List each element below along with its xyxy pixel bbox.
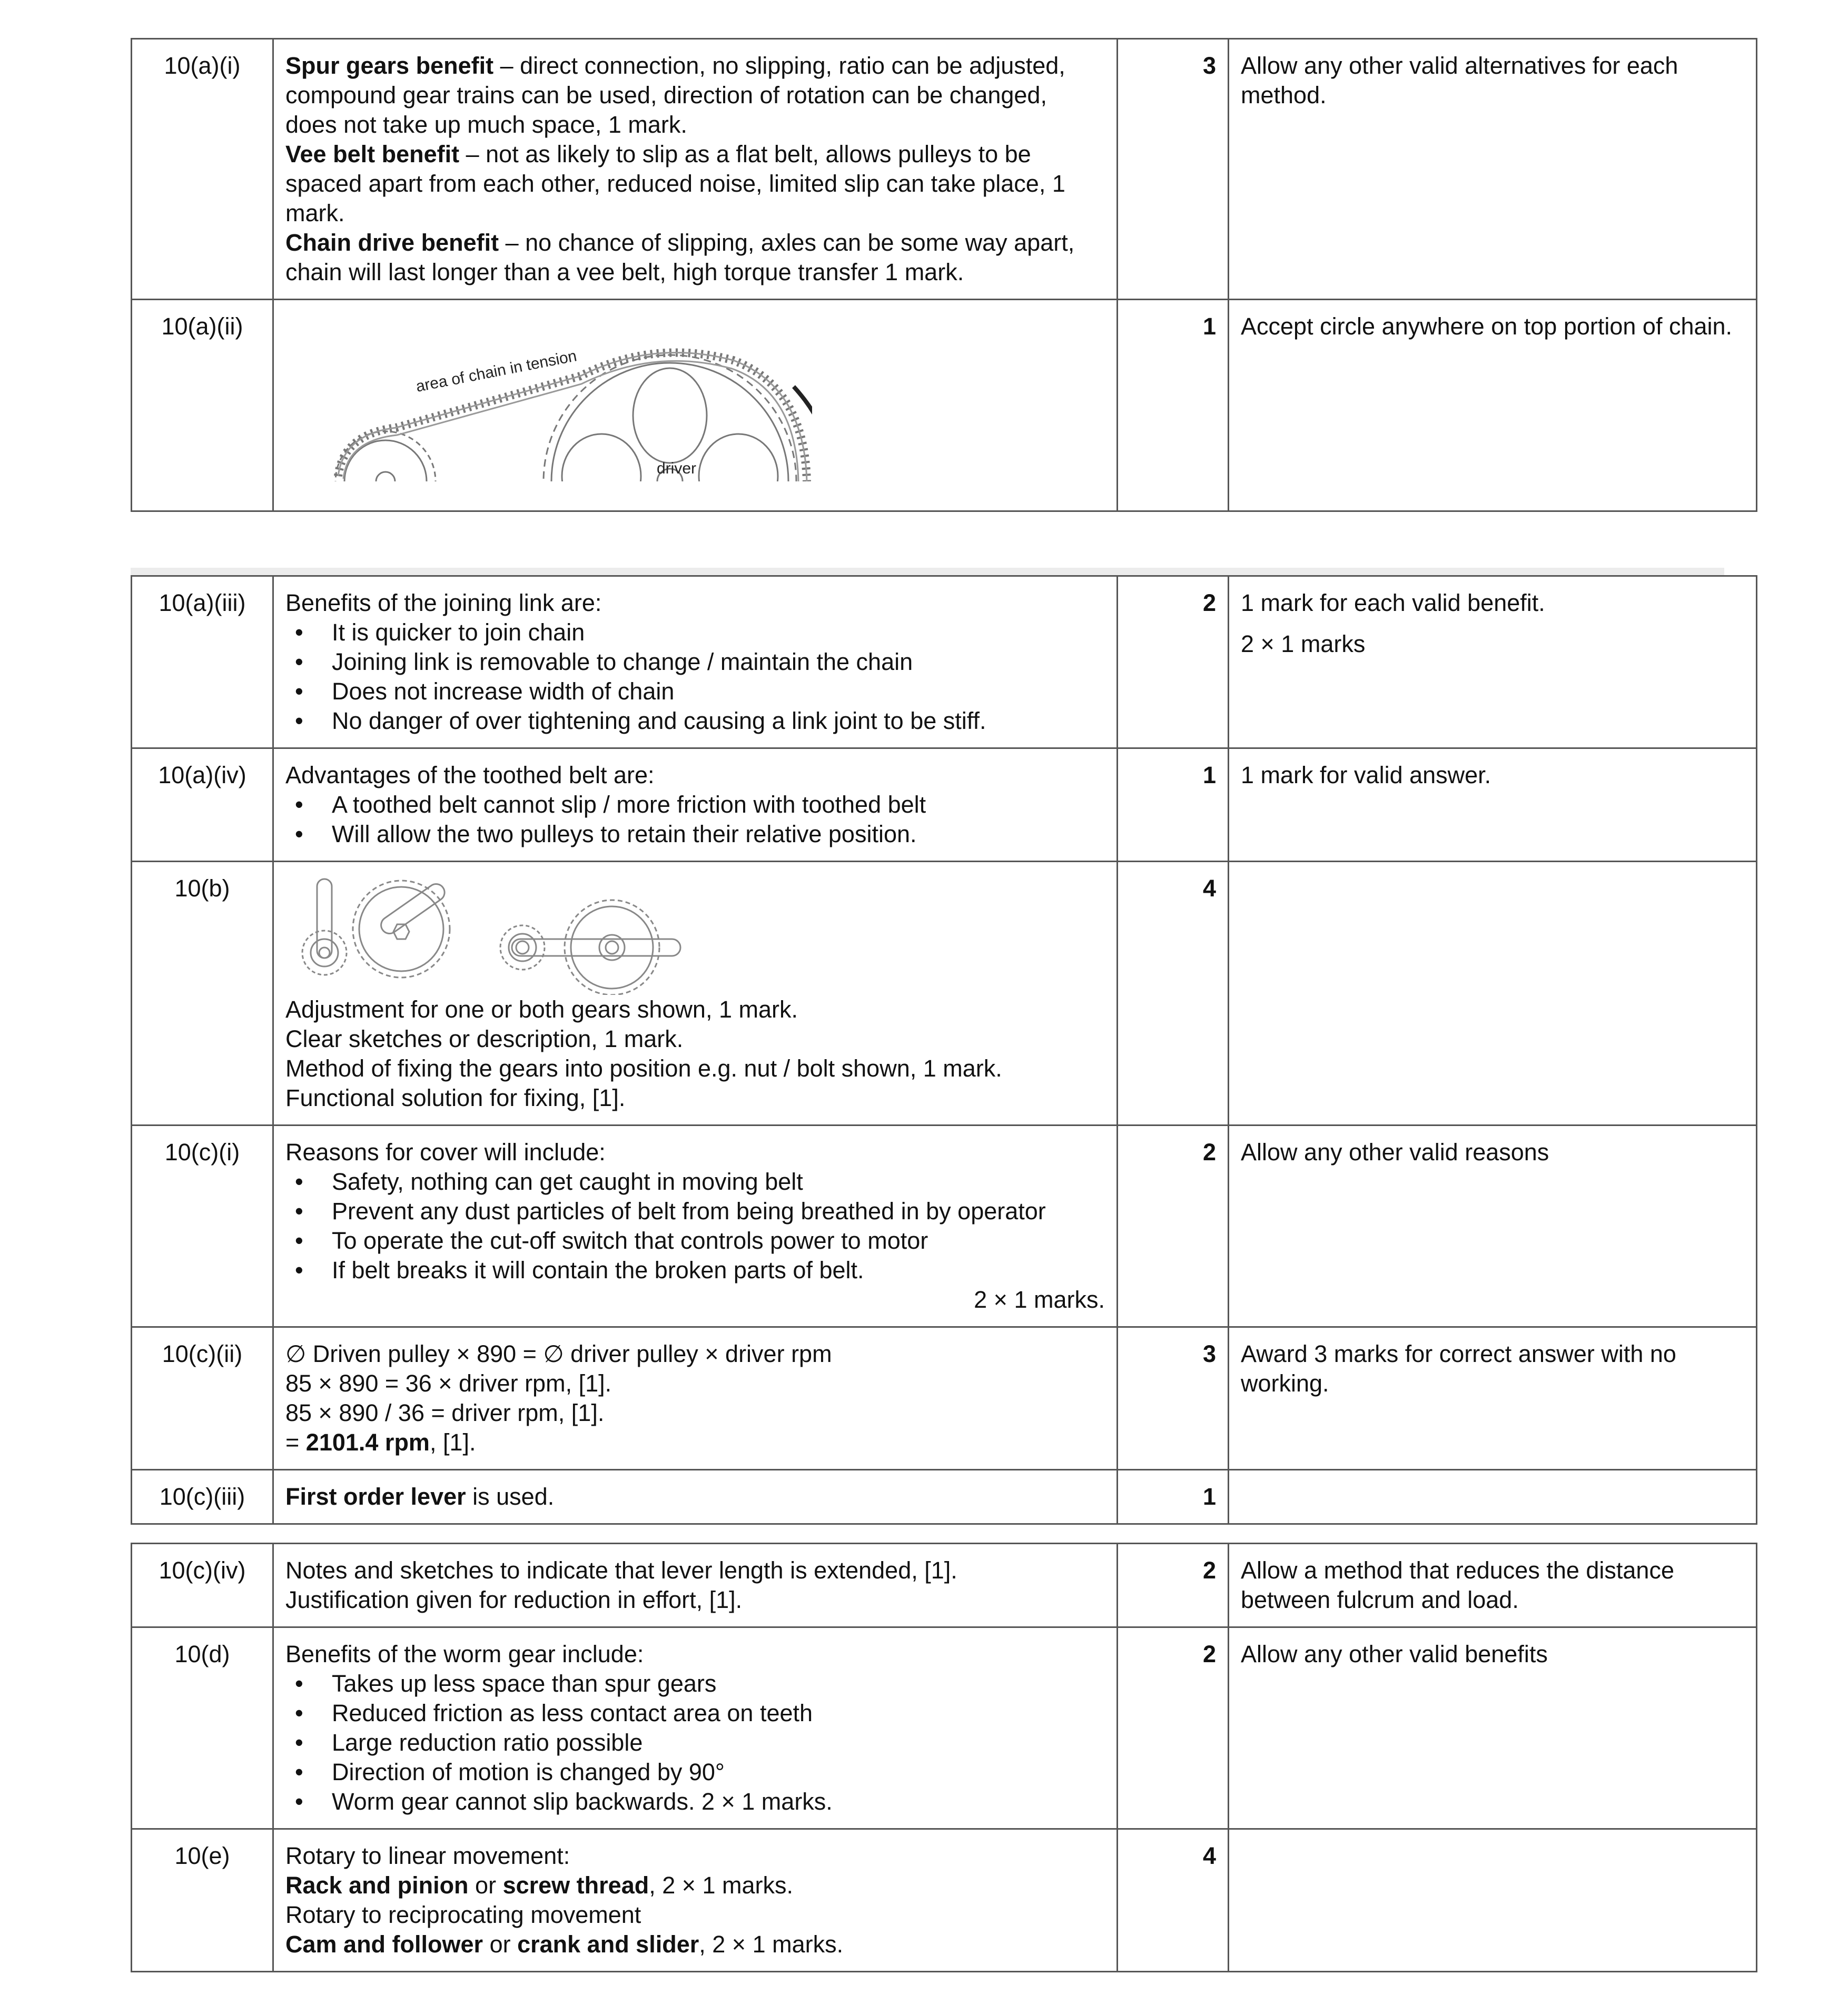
- marks-cell: 2: [1118, 1126, 1229, 1327]
- question-number: 10(c)(iii): [132, 1470, 273, 1524]
- question-number: 10(d): [132, 1627, 273, 1829]
- marks-cell: 4: [1118, 862, 1229, 1126]
- marks-cell: 2: [1118, 1544, 1229, 1627]
- list-item: • Direction of motion is changed by 90°: [285, 1758, 1105, 1787]
- list-item: • Worm gear cannot slip backwards. 2 × 1 marks.: [285, 1787, 1105, 1817]
- marks-cell: 3: [1118, 39, 1229, 300]
- answer-cell: ∅ Driven pulley × 890 = ∅ driver pulley × driver rpm 85 × 890 = 36 × driver rpm, [1]. 85 × 890 / 36 = driver rpm, [1]. = 2101.4 rpm, [1].: [273, 1327, 1118, 1470]
- answer-intro: Advantages of the toothed belt are:: [285, 762, 655, 788]
- chain-drive-diagram: [285, 308, 812, 481]
- answer-cell: [273, 576, 1118, 748]
- mark-scheme-table-1: [131, 38, 1757, 512]
- guidance-cell: Accept circle anywhere on top portion of chain.: [1229, 300, 1757, 511]
- mark-scheme-table-2: [131, 575, 1757, 1525]
- guidance-cell: Allow any other valid benefits: [1229, 1627, 1757, 1829]
- answer-cell: [273, 39, 1118, 300]
- table-row: [132, 862, 1757, 1126]
- table-row: [132, 1829, 1757, 1972]
- answer-line: Chain drive benefit – no chance of slipping, axles can be some way apart, chain will last longer than a vee belt, high torque transfer 1 mark.: [285, 229, 1075, 285]
- question-number: 10(c)(iv): [132, 1544, 273, 1627]
- answer-cell: [273, 300, 1118, 511]
- answer-intro: Benefits of the worm gear include:: [285, 1641, 644, 1667]
- answer-line: Vee belt benefit – not as likely to slip as a flat belt, allows pulleys to be spaced apart from each other, reduced noise, limited slip can take place, 1 mark.: [285, 141, 1065, 226]
- table-row: [132, 1544, 1757, 1627]
- question-number: 10(c)(ii): [132, 1327, 273, 1470]
- guidance-cell: [1229, 862, 1757, 1126]
- gear-adjustment-diagram: [285, 874, 686, 995]
- marks-cell: 1: [1118, 1470, 1229, 1524]
- question-number: 10(c)(i): [132, 1126, 273, 1327]
- mark-scheme-table-3: [131, 1543, 1757, 1972]
- chain-path: [338, 352, 807, 481]
- answer-line: Spur gears benefit – direct connection, no slipping, ratio can be adjusted, compound gear trains can be used, direction of rotation can be changed, does not take up much space, 1 mark.: [285, 52, 1065, 138]
- list-item: • Prevent any dust particles of belt from being breathed in by operator: [285, 1197, 1105, 1226]
- guidance-cell: 1 mark for each valid benefit. 2 × 1 marks: [1229, 576, 1757, 748]
- question-number: 10(e): [132, 1829, 273, 1972]
- guidance-cell: [1229, 1470, 1757, 1524]
- table-row: [132, 1470, 1757, 1524]
- marks-cell: 4: [1118, 1829, 1229, 1972]
- answer-cell: [273, 1627, 1118, 1829]
- chain-tension-label: area of chain in tension: [414, 347, 578, 396]
- answer-intro: Reasons for cover will include:: [285, 1139, 606, 1166]
- list-item: • Joining link is removable to change / maintain the chain: [285, 647, 1105, 677]
- marks-cell: 3: [1118, 1327, 1229, 1470]
- answer-cell: Reasons for cover will include: • Safety, nothing can get caught in moving belt • Prevent any dust particles of belt from being breathed in by operator • To operate the cut-off switch that controls power to motor • If belt breaks it will contain the broken parts of belt. 2 × 1 marks.: [273, 1126, 1118, 1327]
- list-item: • Takes up less space than spur gears: [285, 1669, 1105, 1699]
- table-row: [132, 300, 1757, 511]
- table-row: [132, 748, 1757, 862]
- table-row: [132, 39, 1757, 300]
- marks-cell: 2: [1118, 576, 1229, 748]
- question-number: 10(a)(iii): [132, 576, 273, 748]
- question-number: 10(a)(ii): [132, 300, 273, 511]
- answer-cell: Notes and sketches to indicate that lever length is extended, [1]. Justification given for reduction in effort, [1].: [273, 1544, 1118, 1627]
- small-sprocket: [335, 431, 436, 481]
- list-item: • If belt breaks it will contain the broken parts of belt.: [285, 1256, 1105, 1285]
- guidance-cell: Allow any other valid alternatives for each method.: [1229, 39, 1757, 300]
- marks-cell: 2: [1118, 1627, 1229, 1829]
- driver-label: driver: [657, 460, 697, 477]
- question-number: 10(a)(iv): [132, 748, 273, 862]
- marks-cell: 1: [1118, 300, 1229, 511]
- table-row: [132, 576, 1757, 748]
- table-row: [132, 1327, 1757, 1470]
- guidance-cell: 1 mark for valid answer.: [1229, 748, 1757, 862]
- list-item: • Will allow the two pulleys to retain their relative position.: [285, 820, 1105, 849]
- guidance-cell: Allow a method that reduces the distance between fulcrum and load.: [1229, 1544, 1757, 1627]
- question-number: 10(b): [132, 862, 273, 1126]
- table-row: [132, 1627, 1757, 1829]
- marks-cell: 1: [1118, 748, 1229, 862]
- page-break-strip: [131, 568, 1724, 575]
- list-item: • Safety, nothing can get caught in moving belt: [285, 1167, 1105, 1197]
- list-item: • A toothed belt cannot slip / more friction with toothed belt: [285, 790, 1105, 820]
- guidance-cell: [1229, 1829, 1757, 1972]
- guidance-cell: Allow any other valid reasons: [1229, 1126, 1757, 1327]
- list-item: • Reduced friction as less contact area on teeth: [285, 1699, 1105, 1728]
- answer-cell: First order lever is used.: [273, 1470, 1118, 1524]
- list-item: • It is quicker to join chain: [285, 618, 1105, 647]
- list-item: • No danger of over tightening and causing a link joint to be stiff.: [285, 706, 1105, 736]
- answer-cell: Rotary to linear movement: Rack and pinion or screw thread, 2 × 1 marks. Rotary to reciprocating movement Cam and follower or crank and slider, 2 × 1 marks.: [273, 1829, 1118, 1972]
- answer-intro: Benefits of the joining link are:: [285, 589, 602, 616]
- answer-cell: [273, 748, 1118, 862]
- guidance-cell: Award 3 marks for correct answer with no working.: [1229, 1327, 1757, 1470]
- list-item: • To operate the cut-off switch that controls power to motor: [285, 1226, 1105, 1256]
- list-item: • Large reduction ratio possible: [285, 1728, 1105, 1758]
- list-item: • Does not increase width of chain: [285, 677, 1105, 706]
- answer-cell: Adjustment for one or both gears shown, 1 mark. Clear sketches or description, 1 mark. Method of fixing the gears into position e.g. nut / bolt shown, 1 mark. Functional solution for fixing, [1].: [273, 862, 1118, 1126]
- question-number: 10(a)(i): [132, 39, 273, 300]
- table-row: [132, 1126, 1757, 1327]
